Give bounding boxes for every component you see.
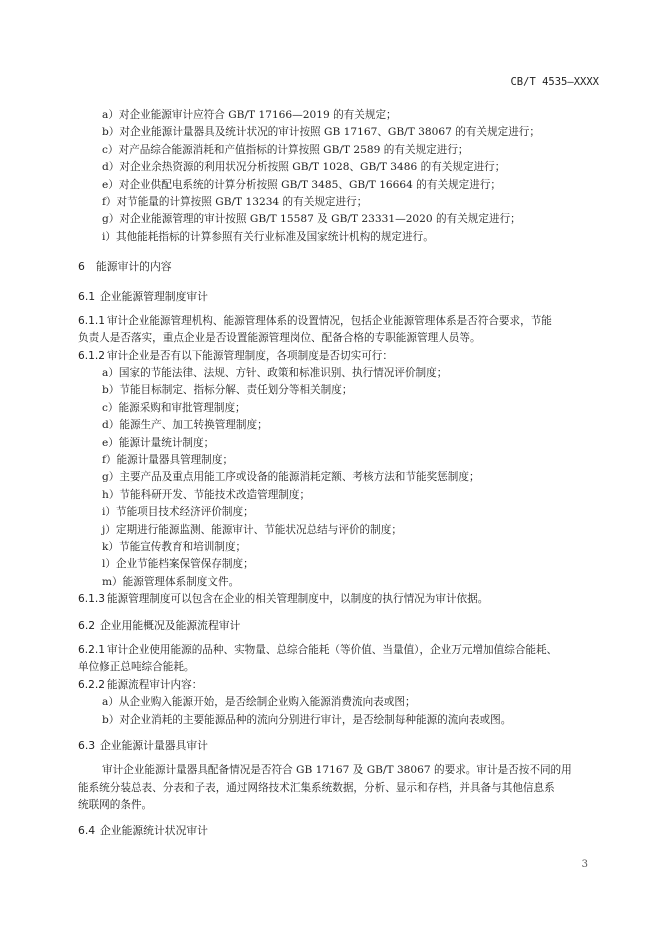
- list-item: b）对企业能源计量器具及统计状况的审计按照 GB 17167、GB/T 38067 的有关规定进行；: [102, 126, 540, 139]
- clause-6-1-1: [78, 313, 598, 348]
- section-title: 能源审计的内容: [96, 260, 172, 274]
- list-item: f）对节能量的计算按照 GB/T 13234 的有关规定进行；: [102, 195, 368, 208]
- clause-6-3-text: [78, 762, 598, 814]
- section-heading-6-1: [78, 288, 598, 305]
- list-item: d）对企业余热资源的利用状况分析按照 GB/T 1028、GB/T 3486 的有关规定进行；: [102, 161, 506, 174]
- section-heading-6-3: [78, 737, 598, 754]
- list-item: b）节能目标制定、指标分解、责任划分等相关制度；: [102, 384, 353, 397]
- clause-text: 审计企业是否有以下能源管理制度，各项制度是否切实可行：: [106, 349, 393, 362]
- section-heading-6-2: [78, 617, 598, 634]
- list-item: b）对企业消耗的主要能源品种的流向分别进行审计，是否绘制每种能源的流向表或图。: [102, 713, 512, 726]
- list-item: f）能源计量器具管理制度；: [102, 454, 234, 467]
- standards-list: [78, 107, 598, 246]
- clause-6-1-3: [78, 591, 598, 608]
- clause-number: 6.1.3: [78, 593, 105, 606]
- list-item: c）对产品综合能源消耗和产值指标的计算按照 GB/T 2589 的有关规定进行；: [102, 143, 469, 156]
- list-item: a）国家的节能法律、法规、方针、政策和标准识别、执行情况评价制度；: [102, 367, 448, 380]
- list-item: m）能源管理体系制度文件。: [102, 575, 240, 588]
- clause-text: 单位修正总吨综合能耗。: [78, 661, 195, 674]
- list-item: d）能源生产、加工转换管理制度；: [102, 419, 268, 432]
- clause-6-2-2: [78, 677, 598, 729]
- list-item: l）企业节能档案保管保存制度；: [102, 558, 254, 571]
- clause-text: 审计企业能源管理机构、能源管理体系的设置情况，包括企业能源管理体系是否符合要求，节能: [106, 314, 552, 327]
- clause-number: 6.2.1: [78, 643, 105, 656]
- clause-number: 6.1.2: [78, 349, 105, 362]
- list-item: g）对企业能源管理的审计按照 GB/T 15587 及 GB/T 23331—2020 的有关规定进行；: [102, 213, 521, 226]
- list-item: e）对企业供配电系统的计算分析按照 GB/T 3485、GB/T 16664 的有关规定进行；: [102, 178, 502, 191]
- clause-text: 能源管理制度可以包含在企业的相关管理制度中，以制度的执行情况为审计依据。: [106, 593, 489, 606]
- paragraph-line: 审计企业能源计量器具配备情况是否符合 GB 17167 及 GB/T 38067 的要求。审计是否按不同的用: [102, 764, 572, 777]
- section-number: 6: [78, 260, 85, 274]
- list-item: g）主要产品及重点用能工序或设备的能源消耗定额、考核方法和节能奖惩制度；: [102, 471, 480, 484]
- list-item: c）能源采购和审批管理制度；: [102, 401, 246, 414]
- section-number: 6.1: [78, 289, 96, 303]
- section-number: 6.4: [78, 824, 96, 838]
- list-item: k）节能宣传教育和培训制度；: [102, 540, 247, 553]
- list-item: a）对企业能源审计应符合 GB/T 17166—2019 的有关规定；: [102, 109, 397, 121]
- list-item: i）节能项目技术经济评价制度；: [102, 506, 254, 519]
- section-number: 6.2: [78, 618, 96, 632]
- clause-number: 6.1.1: [78, 314, 105, 327]
- section-title: 企业用能概况及能源流程审计: [100, 618, 241, 632]
- paragraph-line: 统联网的条件。: [78, 799, 153, 812]
- section-heading-6-4: [78, 822, 598, 839]
- clause-text: 审计企业使用能源的品种、实物量、总综合能耗（等价值、当量值），企业万元增加值综合能耗、: [106, 643, 558, 656]
- section-title: 企业能源计量器具审计: [100, 738, 208, 752]
- section-heading-6: [78, 258, 598, 275]
- paragraph-line: 能系统分装总表、分表和子表，通过网络技术汇集系统数据，分析、显示和存档，并具备与其他信息系: [78, 781, 555, 794]
- document-body: [78, 107, 598, 840]
- clause-6-1-2: [78, 348, 598, 591]
- clause-6-2-1: [78, 642, 598, 677]
- section-title: 企业能源管理制度审计: [100, 289, 208, 303]
- management-system-list: [78, 365, 598, 591]
- list-item: e）能源计量统计制度；: [102, 436, 215, 449]
- section-title: 企业能源统计状况审计: [100, 824, 208, 838]
- page-number: 3: [581, 859, 588, 870]
- list-item: i）其他能耗指标的计算参照有关行业标准及国家统计机构的规定进行。: [102, 230, 434, 243]
- list-item: h）节能科研开发、节能技术改造管理制度；: [102, 488, 311, 501]
- section-number: 6.3: [78, 738, 96, 752]
- clause-text: 负责人是否落实，重点企业是否设置能源管理岗位、配备合格的专职能源管理人员等。: [78, 332, 481, 345]
- document-code-header: CB/T 4535—XXXX: [510, 76, 599, 88]
- clause-number: 6.2.2: [78, 678, 105, 691]
- clause-text: 能源流程审计内容：: [106, 678, 203, 691]
- list-item: a）从企业购入能源开始，是否绘制企业购入能源消费流向表或图；: [102, 696, 416, 709]
- list-item: j）定期进行能源监测、能源审计、节能状况总结与评价的制度；: [102, 523, 402, 536]
